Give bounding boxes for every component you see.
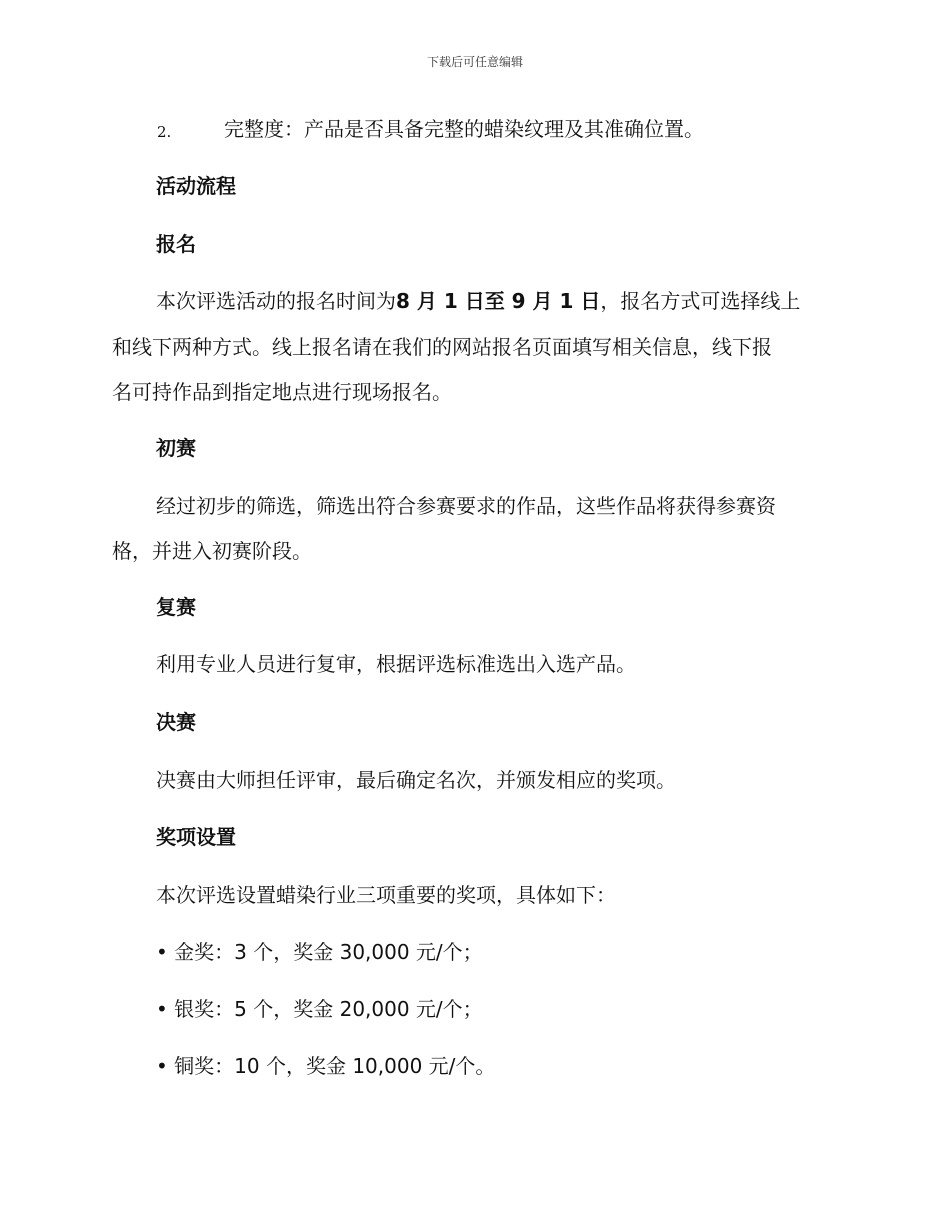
semifinal-paragraph: 利用专业人员进行复审，根据评选标准选出入选产品。 xyxy=(156,652,636,676)
award-item-bronze: • 铜奖：10 个，奖金 10,000 元/个。 xyxy=(156,1054,496,1078)
signup-paragraph-line-2: 和线下两种方式。线上报名请在我们的网站报名页面填写相关信息，线下报 xyxy=(112,335,772,359)
signup-paragraph-line-3: 名可持作品到指定地点进行现场报名。 xyxy=(112,380,452,404)
signup-dates: 8 月 1 日至 9 月 1 日 xyxy=(396,289,601,313)
section-heading-process: 活动流程 xyxy=(156,174,236,198)
signup-paragraph-line-1 xyxy=(156,287,800,315)
awards-intro: 本次评选设置蜡染行业三项重要的奖项，具体如下： xyxy=(156,883,616,907)
prelim-paragraph-line-2: 格，并进入初赛阶段。 xyxy=(112,539,312,563)
section-heading-awards: 奖项设置 xyxy=(156,825,236,849)
list-item-text: 完整度：产品是否具备完整的蜡染纹理及其准确位置。 xyxy=(224,117,704,141)
page-header: 下载后可任意编辑 xyxy=(426,55,523,69)
final-paragraph: 决赛由大师担任评审，最后确定名次，并颁发相应的奖项。 xyxy=(156,768,676,792)
section-heading-final: 决赛 xyxy=(156,710,196,734)
signup-line1-suffix: ，报名方式可选择线上 xyxy=(600,289,801,313)
section-heading-prelim: 初赛 xyxy=(156,436,196,460)
section-heading-signup: 报名 xyxy=(156,232,196,256)
list-item-number: 2. xyxy=(157,123,172,141)
signup-prefix: 本次评选活动的报名时间为 xyxy=(156,289,396,313)
award-item-gold: • 金奖：3 个，奖金 30,000 元/个； xyxy=(156,940,483,964)
prelim-paragraph-line-1: 经过初步的筛选，筛选出符合参赛要求的作品，这些作品将获得参赛资 xyxy=(156,494,776,518)
section-heading-semifinal: 复赛 xyxy=(156,595,196,619)
award-item-silver: • 银奖：5 个，奖金 20,000 元/个； xyxy=(156,997,483,1021)
